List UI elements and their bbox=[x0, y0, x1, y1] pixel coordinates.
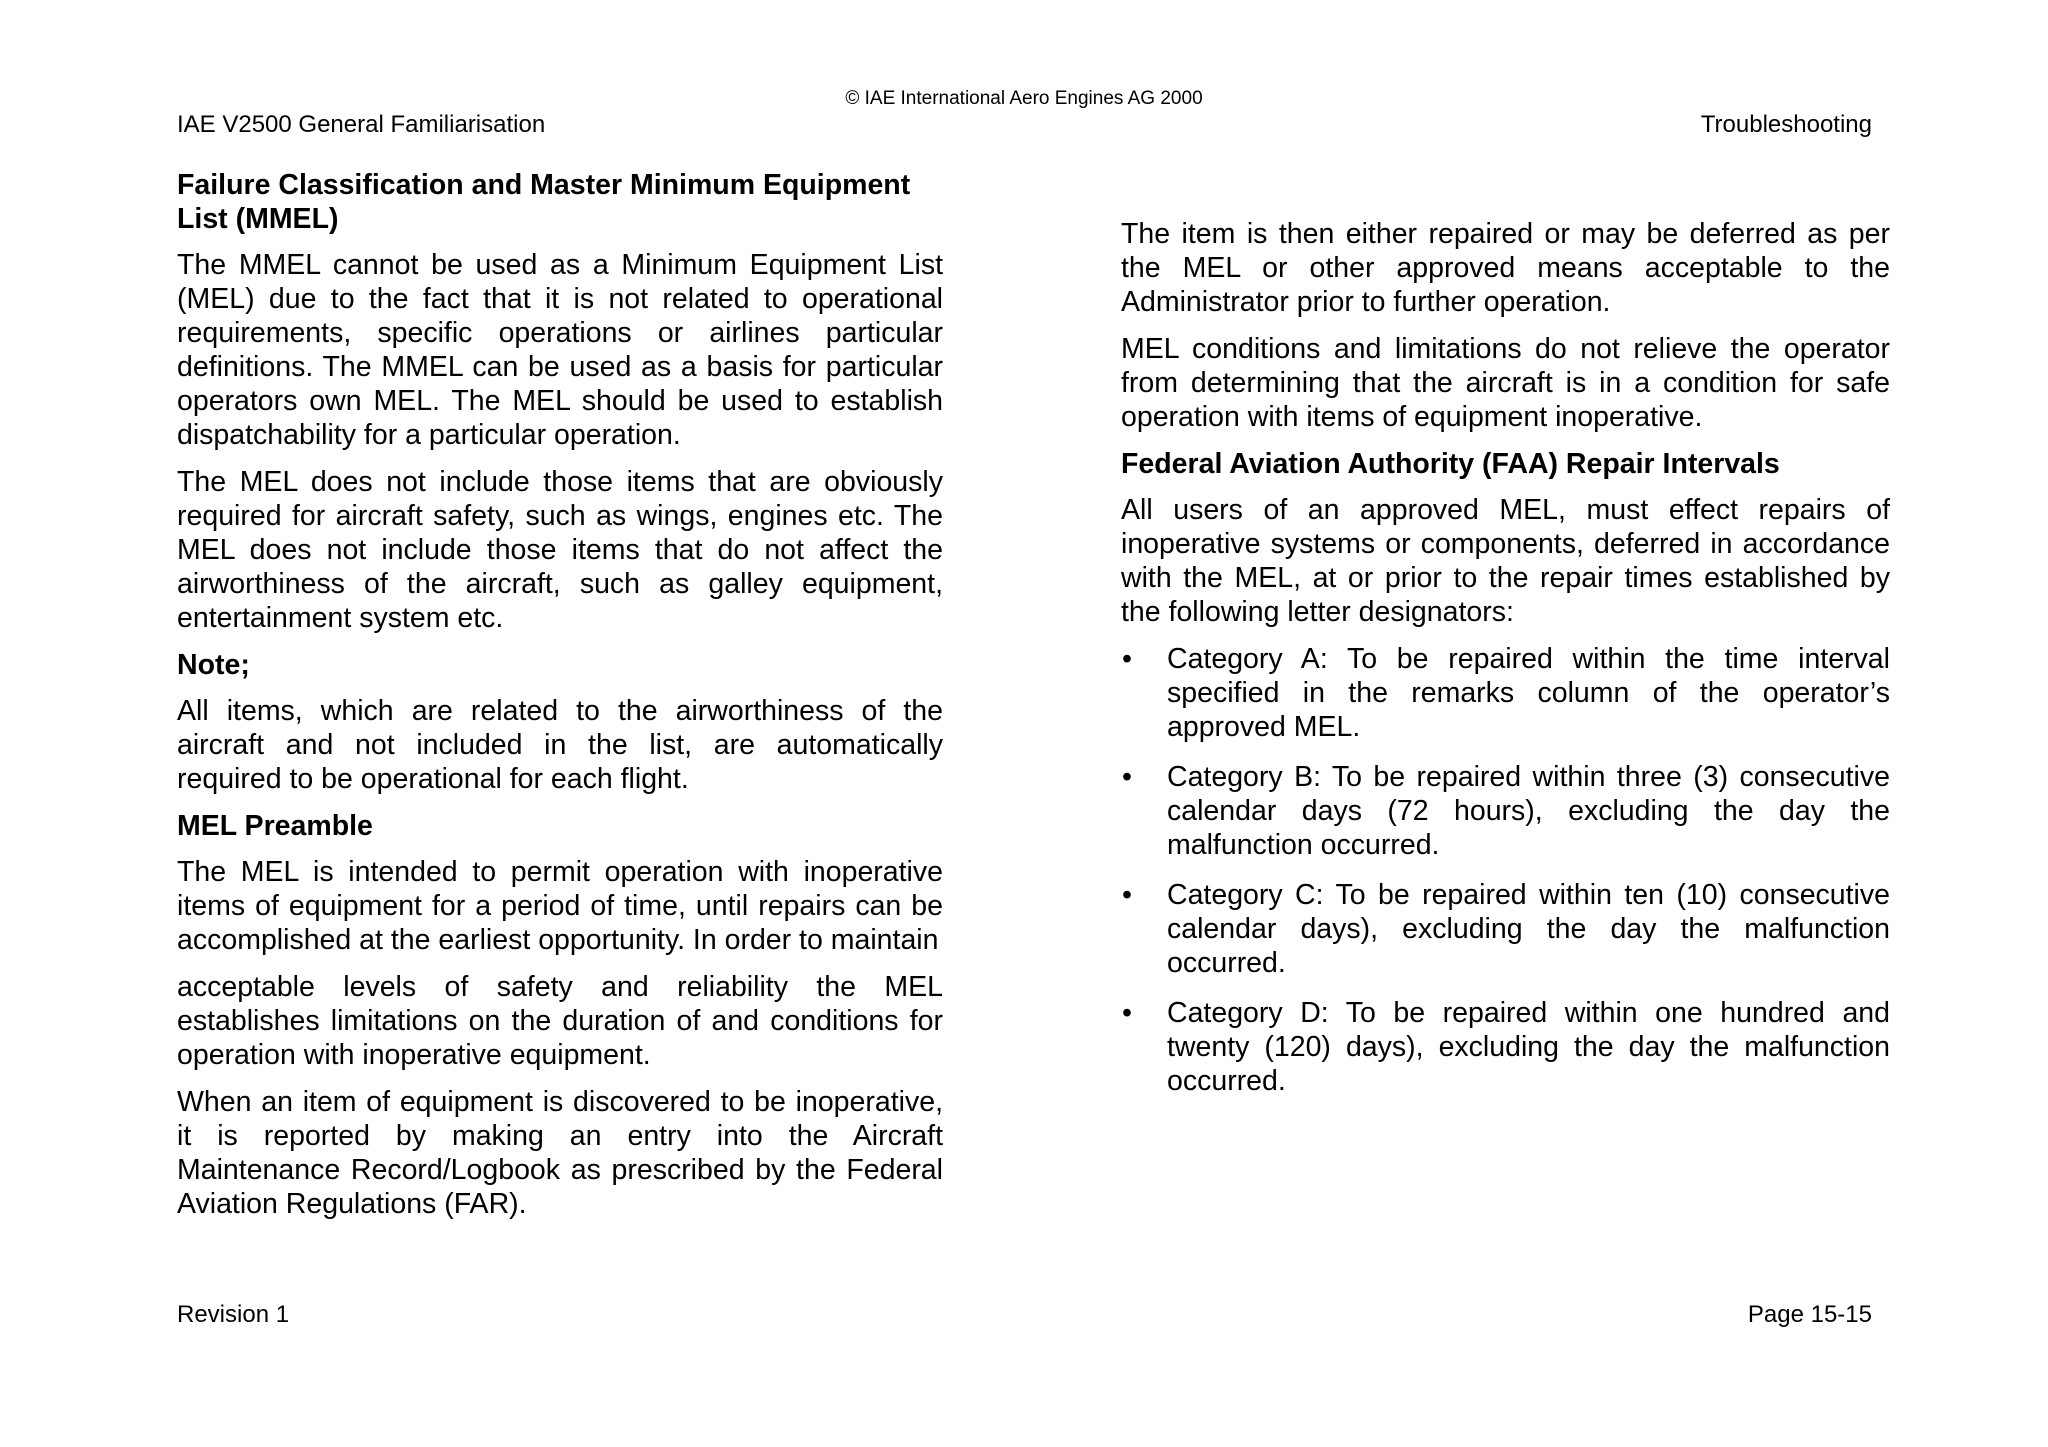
category-list bbox=[1121, 642, 1890, 1098]
paragraph-mel-exclusions: The MEL does not include those items that are obviously required for aircraft safety, such as wings, engines etc. The MEL does not include those items that do not affect the airworthiness of the aircraft, such as galley equipment, entertainment system etc. bbox=[177, 466, 943, 634]
list-item bbox=[1121, 996, 1890, 1098]
left-column bbox=[177, 168, 943, 1234]
right-column bbox=[1121, 217, 1890, 1114]
list-item bbox=[1121, 878, 1890, 980]
paragraph-mmel-definition: The MMEL cannot be used as a Minimum Equipment List (MEL) due to the fact that it is not related to operational requirements, specific operations or airlines particular definitions. The MMEL can be used as a basis for particular operators own MEL. The MEL should be used to establish dispatchability for a particular operation. bbox=[177, 249, 943, 451]
bullet-icon: • bbox=[1122, 879, 1132, 911]
category-c-text: Category C: To be repaired within ten (10) consecutive calendar days), excluding the day the malfunction occurred. bbox=[1167, 879, 1890, 979]
heading-faa-repair-intervals: Federal Aviation Authority (FAA) Repair Intervals bbox=[1121, 448, 1780, 480]
paragraph-operator-responsibility: MEL conditions and limitations do not relieve the operator from determining that the aircraft is in a condition for safe operation with items of equipment inoperative. bbox=[1121, 333, 1890, 433]
heading-failure-classification: Failure Classification and Master Minimum Equipment List (MMEL) bbox=[177, 169, 911, 235]
paragraph-repair-requirement: All users of an approved MEL, must effect repairs of inoperative systems or components, deferred in accordance with the MEL, at or prior to the repair times established by the following letter designators: bbox=[1121, 494, 1890, 628]
category-b-text: Category B: To be repaired within three (3) consecutive calendar days (72 hours), excluding the day the malfunction occurred. bbox=[1167, 761, 1890, 861]
document-title: IAE V2500 General Familiarisation bbox=[177, 111, 546, 138]
heading-note: Note; bbox=[177, 649, 250, 681]
page-number: Page 15-15 bbox=[1747, 1301, 1872, 1328]
category-a-text: Category A: To be repaired within the time interval specified in the remarks column of the operator’s approved MEL. bbox=[1167, 643, 1890, 743]
paragraph-note: All items, which are related to the airworthiness of the aircraft and not included in the list, are automatically required to be operational for each flight. bbox=[177, 695, 943, 795]
revision-label: Revision 1 bbox=[177, 1301, 290, 1328]
paragraph-deferral: The item is then either repaired or may be deferred as per the MEL or other approved means acceptable to the Administrator prior to further operation. bbox=[1121, 218, 1890, 318]
copyright-notice: © IAE International Aero Engines AG 2000 bbox=[845, 88, 1203, 109]
list-item bbox=[1121, 760, 1890, 862]
list-item bbox=[1121, 642, 1890, 744]
bullet-icon: • bbox=[1122, 761, 1132, 793]
bullet-icon: • bbox=[1122, 643, 1132, 675]
paragraph-mel-limitations: acceptable levels of safety and reliability the MEL establishes limitations on the duration of and conditions for operation with inoperative equipment. bbox=[177, 971, 943, 1071]
bullet-icon: • bbox=[1122, 997, 1132, 1029]
paragraph-mel-intent: The MEL is intended to permit operation with inoperative items of equipment for a period of time, until repairs can be accomplished at the earliest opportunity. In order to maintain bbox=[177, 856, 943, 956]
category-d-text: Category D: To be repaired within one hundred and twenty (120) days), excluding the day the malfunction occurred. bbox=[1167, 997, 1890, 1097]
section-title: Troubleshooting bbox=[1700, 111, 1872, 138]
heading-mel-preamble: MEL Preamble bbox=[177, 810, 373, 842]
paragraph-inoperative-reporting: When an item of equipment is discovered to be inoperative, it is reported by making an entry into the Aircraft Maintenance Record/Logbook as prescribed by the Federal Aviation Regulations (FAR). bbox=[177, 1086, 943, 1220]
